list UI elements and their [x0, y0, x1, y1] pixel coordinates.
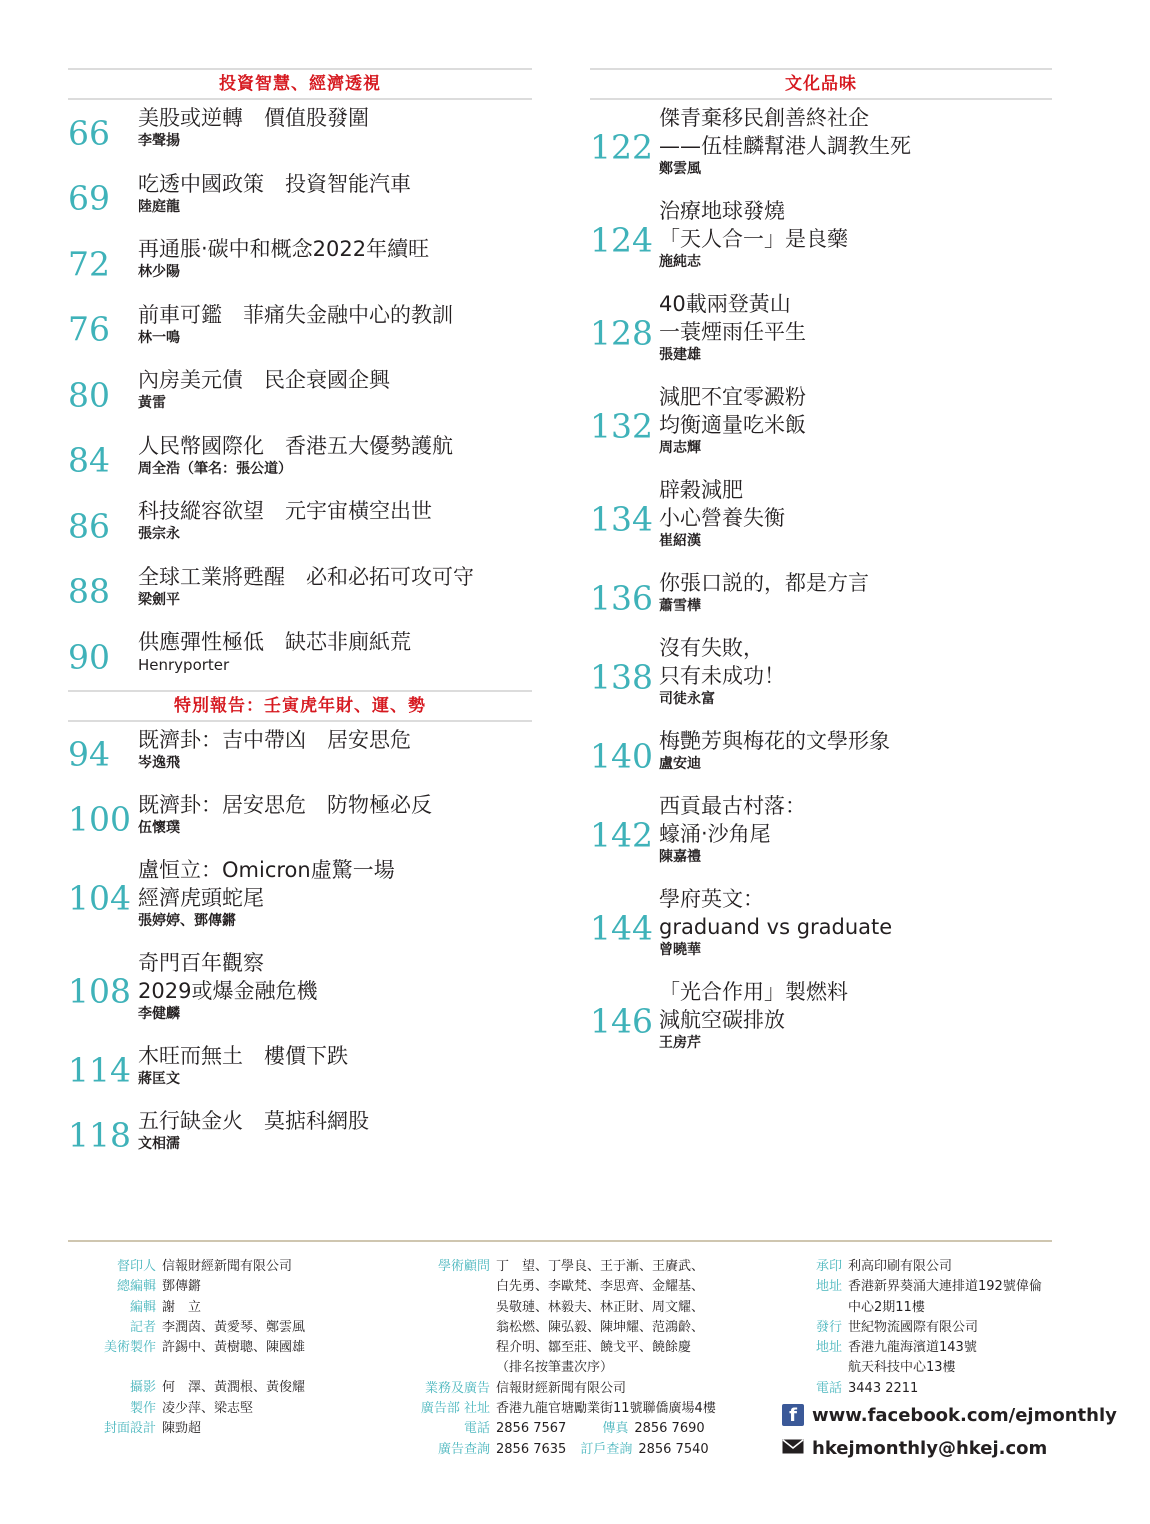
entry-title: 傑青棄移民創善終社企: [659, 106, 869, 130]
distributor-address-line: 香港九龍海濱道143號: [848, 1340, 977, 1356]
page-number: 84: [68, 440, 110, 480]
entry-title: 美股或逆轉 價值股發圍: [138, 106, 369, 130]
entry-title: 既濟卦：居安思危 防物極必反: [138, 792, 432, 817]
toc-entry[interactable]: [68, 231, 532, 297]
entry-title: 科技縱容欲望 元宇宙橫空出世: [138, 499, 432, 523]
right-column: [590, 68, 1052, 1067]
entry-title: 木旺而無土 樓價下跌: [138, 1043, 348, 1068]
staff-role: 總編輯: [116, 1279, 156, 1295]
advisors-line: 翁松燃、陳弘毅、陳坤耀、范鴻齡、: [496, 1319, 705, 1335]
entry-author: 曾曉華: [659, 942, 701, 958]
toc-entry[interactable]: [590, 974, 1052, 1067]
printer-value: 利高印刷有限公司: [848, 1259, 953, 1274]
page-number: 144: [590, 908, 653, 947]
masthead-staff: [68, 1257, 305, 1439]
toc-entry[interactable]: [590, 881, 1052, 974]
entry-author: 陳嘉禮: [659, 849, 701, 865]
entry-author: 盧安迪: [659, 756, 701, 772]
staff-name: 陳勁超: [162, 1421, 202, 1437]
page-number: 90: [68, 637, 110, 677]
ad-enquiry-label: 廣告查詢: [437, 1441, 490, 1457]
entry-title: 人民幣國際化 香港五大優勢護航: [138, 433, 453, 458]
toc-entry[interactable]: [590, 472, 1052, 565]
entry-author: 蕭雪樺: [659, 598, 701, 614]
section-entries: [590, 100, 1052, 1067]
masthead-footer: [68, 1240, 1117, 1482]
entry-title: 再通脹‧碳中和概念2022年續旺: [138, 237, 430, 261]
entry-author: 崔紹漢: [659, 533, 701, 549]
advisors-line: 丁 望、丁學良、王于漸、王賡武、: [496, 1259, 705, 1274]
advisors-line: 白先勇、李歐梵、李思齊、金耀基、: [496, 1279, 705, 1295]
toc-entry[interactable]: [68, 166, 532, 232]
biz-label: 業務及廣告: [424, 1380, 490, 1396]
entry-title: 奇門百年觀察: [138, 950, 264, 975]
entry-title-line2: 減航空碳排放: [659, 1008, 785, 1032]
toc-entry[interactable]: [68, 559, 532, 625]
entry-author: 李健麟: [138, 1005, 180, 1022]
entry-author: 林少陽: [138, 264, 180, 280]
toc-entry[interactable]: [590, 723, 1052, 788]
entry-title: 前車可鑑 菲痛失金融中心的教訓: [138, 302, 453, 327]
distributor-label: 發行: [815, 1319, 842, 1335]
facebook-link[interactable]: [782, 1404, 1117, 1426]
entry-title-line2: 只有未成功！: [659, 664, 785, 688]
advisors-line: 吳敬璉、林毅夫、林正財、周文耀、: [496, 1299, 705, 1315]
staff-role: 記者: [129, 1319, 156, 1335]
page-number: 104: [68, 878, 131, 918]
toc-entry[interactable]: [68, 428, 532, 494]
entry-author: 梁劍平: [138, 591, 180, 608]
entry-author: 伍懷璞: [138, 819, 180, 836]
fax-value: 2856 7690: [634, 1421, 705, 1437]
phone-label: 電話: [815, 1380, 842, 1396]
advisors-line: 程介明、鄒至莊、饒戈平、饒餘慶: [496, 1340, 692, 1356]
distributor-address-label: 地址: [815, 1340, 842, 1356]
page-number: 94: [68, 734, 110, 774]
toc-entry[interactable]: [590, 100, 1052, 193]
section-entries: [68, 722, 532, 1168]
printer-address-label: 地址: [815, 1279, 842, 1295]
entry-title-line2: graduand vs graduate: [659, 915, 893, 939]
entry-title: 吃透中國政策 投資智能汽車: [138, 171, 411, 196]
sub-enquiry-label: 訂戶查詢: [580, 1441, 633, 1457]
printer-address-line: 香港新界葵涌大連排道192號偉倫: [848, 1279, 1042, 1295]
page-number: 136: [590, 578, 653, 617]
page-number: 114: [68, 1050, 131, 1090]
advisors-note: （排名按筆畫次序）: [496, 1360, 614, 1376]
entry-title-line2: 經濟虎頭蛇尾: [138, 885, 264, 910]
toc-entry[interactable]: [68, 493, 532, 559]
entry-author: 林一鳴: [138, 329, 180, 346]
entry-author: 司徒永富: [659, 691, 715, 707]
entry-title: 減肥不宜零澱粉: [659, 385, 806, 409]
entry-title: 40載兩登黃山: [659, 292, 791, 316]
page-number: 128: [590, 313, 653, 352]
page-number: 100: [68, 799, 131, 839]
page-number: 108: [68, 971, 131, 1011]
entry-author: 鄭雲風: [659, 161, 701, 177]
masthead-advisors: [408, 1257, 716, 1460]
toc-entry[interactable]: [590, 630, 1052, 723]
entry-title: 辟穀減肥: [659, 478, 743, 502]
staff-name: 許錫中、黃樹聰、陳國雄: [162, 1340, 306, 1356]
staff-role: 美術製作: [103, 1340, 156, 1356]
ad-address-label: 廣告部 社址: [420, 1401, 490, 1417]
entry-title-line2: 小心營養失衡: [659, 506, 785, 530]
toc-entry[interactable]: [68, 1103, 532, 1168]
entry-author: 周全浩（筆名：張公道）: [138, 460, 292, 477]
email-address: hkejmonthly@hkej.com: [812, 1438, 1048, 1459]
page-number: 146: [590, 1001, 653, 1040]
page-number: 140: [590, 736, 653, 775]
entry-author: 陸庭龍: [138, 198, 180, 215]
entry-title: 梅艷芳與梅花的文學形象: [659, 729, 890, 753]
page-number: 69: [68, 178, 110, 218]
staff-role: 攝影: [129, 1380, 156, 1396]
toc-entry[interactable]: [590, 193, 1052, 286]
entry-title-line2: 「天人合一」是良藥: [659, 227, 848, 251]
toc-entry[interactable]: [68, 100, 532, 166]
page-number: 124: [590, 220, 653, 259]
printer-address-line: 中心2期11樓: [848, 1299, 925, 1315]
entry-author: 張婷婷、鄧傳鏘: [138, 912, 236, 929]
section-heading: 特別報告：壬寅虎年財、運、勢: [68, 690, 532, 722]
staff-role: 封面設計: [103, 1421, 156, 1437]
entry-author: 蔣匡文: [138, 1070, 180, 1087]
entry-author: 張建雄: [659, 347, 701, 363]
phone-value: 3443 2211: [848, 1380, 919, 1396]
tel-value: 2856 7567: [496, 1421, 567, 1437]
toc-entry[interactable]: [68, 787, 532, 852]
page-number: 138: [590, 657, 653, 696]
toc-entry[interactable]: [68, 297, 532, 363]
fax-label: 傳真: [602, 1421, 629, 1437]
entry-title-line2: 蠔涌‧沙角尾: [659, 822, 771, 846]
entry-author: 張宗永: [138, 526, 180, 542]
toc-entry[interactable]: [68, 852, 532, 945]
tel-label: 電話: [463, 1421, 490, 1437]
toc-entry[interactable]: [68, 945, 532, 1038]
staff-name: 鄧傳鏘: [162, 1279, 202, 1295]
advisors-label: 學術顧問: [437, 1259, 490, 1274]
biz-value: 信報財經新聞有限公司: [496, 1380, 627, 1396]
entry-title: 你張口説的，都是方言: [659, 571, 869, 595]
page-number: 72: [68, 244, 110, 284]
entry-title: 治療地球發燒: [659, 199, 785, 223]
toc-entry[interactable]: [590, 788, 1052, 881]
section-heading: 文化品味: [590, 68, 1052, 100]
staff-role: 製作: [129, 1400, 156, 1416]
sub-enquiry-value: 2856 7540: [638, 1441, 709, 1457]
staff-name: 信報財經新聞有限公司: [162, 1259, 293, 1274]
ad-address-value: 香港九龍官塘勵業街11號聯僑廣場4樓: [496, 1401, 716, 1417]
toc-entry[interactable]: [68, 1038, 532, 1103]
entry-title: 沒有失敗，: [659, 636, 764, 660]
printer-label: 承印: [815, 1259, 842, 1274]
staff-role: 編輯: [129, 1299, 156, 1315]
staff-role: 督印人: [116, 1259, 156, 1274]
page-number: 66: [68, 113, 110, 153]
page-number: 134: [590, 499, 653, 538]
entry-title-line2: 一蓑煙雨任平生: [659, 320, 806, 344]
entry-title: 供應彈性極低 缺芯非廁紙荒: [138, 630, 411, 654]
section-heading: 投資智慧、經濟透視: [68, 68, 532, 100]
email-link[interactable]: [782, 1438, 1047, 1459]
staff-name: 謝 立: [162, 1299, 202, 1315]
masthead-printing: [790, 1257, 1042, 1399]
entry-title: 「光合作用」製燃料: [659, 980, 848, 1004]
entry-title: 全球工業將甦醒 必和必拓可攻可守: [138, 564, 474, 589]
left-column: [68, 68, 532, 1168]
toc-entry[interactable]: [68, 624, 532, 690]
entry-title-line2: ——伍桂麟幫港人調教生死: [659, 134, 911, 158]
staff-name: 何 澤、黃潤根、黃俊耀: [162, 1380, 306, 1396]
entry-title: 學府英文：: [659, 887, 764, 911]
entry-author: Henryporter: [138, 656, 230, 674]
entry-title: 盧恒立：Omicron虛驚一場: [138, 857, 395, 882]
facebook-url: www.facebook.com/ejmonthly: [812, 1404, 1117, 1426]
entry-title-line2: 2029或爆金融危機: [138, 978, 318, 1003]
entry-author: 文相濡: [138, 1135, 180, 1152]
page-number: 86: [68, 506, 110, 546]
entry-title: 西貢最古村落：: [659, 794, 806, 818]
staff-name: 凌少萍、梁志堅: [162, 1400, 254, 1416]
entry-author: 岑逸飛: [138, 754, 180, 771]
toc-entry[interactable]: [68, 362, 532, 428]
entry-author: 周志輝: [659, 440, 701, 456]
ad-enquiry-value: 2856 7635: [496, 1441, 567, 1457]
entry-author: 施純志: [659, 254, 701, 270]
distributor-address-line: 航天科技中心13樓: [848, 1360, 956, 1376]
toc-entry[interactable]: [590, 286, 1052, 379]
entry-author: 李聲揚: [138, 133, 180, 149]
page-number: 118: [68, 1115, 131, 1155]
page-number: 88: [68, 571, 110, 611]
entry-title: 五行缺金火 莫掂科網股: [138, 1108, 369, 1133]
entry-author: 王房芹: [659, 1035, 701, 1051]
page-number: 132: [590, 406, 653, 445]
toc-entry[interactable]: [590, 379, 1052, 472]
entry-author: 黃雷: [138, 395, 166, 411]
toc-entry[interactable]: [68, 722, 532, 787]
page-number: 76: [68, 309, 110, 349]
entry-title-line2: 均衡適量吃米飯: [659, 413, 806, 437]
page-number: 122: [590, 127, 653, 166]
facebook-icon: f: [782, 1404, 804, 1426]
entry-title: 內房美元債 民企衰國企興: [138, 368, 390, 392]
mail-icon: [782, 1438, 804, 1459]
section-entries: [68, 100, 532, 690]
entry-title: 既濟卦：吉中帶凶 居安思危: [138, 727, 411, 752]
page-number: 142: [590, 815, 653, 854]
toc-entry[interactable]: [590, 565, 1052, 630]
distributor-value: 世紀物流國際有限公司: [848, 1319, 979, 1335]
page-number: 80: [68, 375, 110, 415]
staff-name: 李潤茵、黃愛琴、鄭雲風: [162, 1319, 306, 1335]
